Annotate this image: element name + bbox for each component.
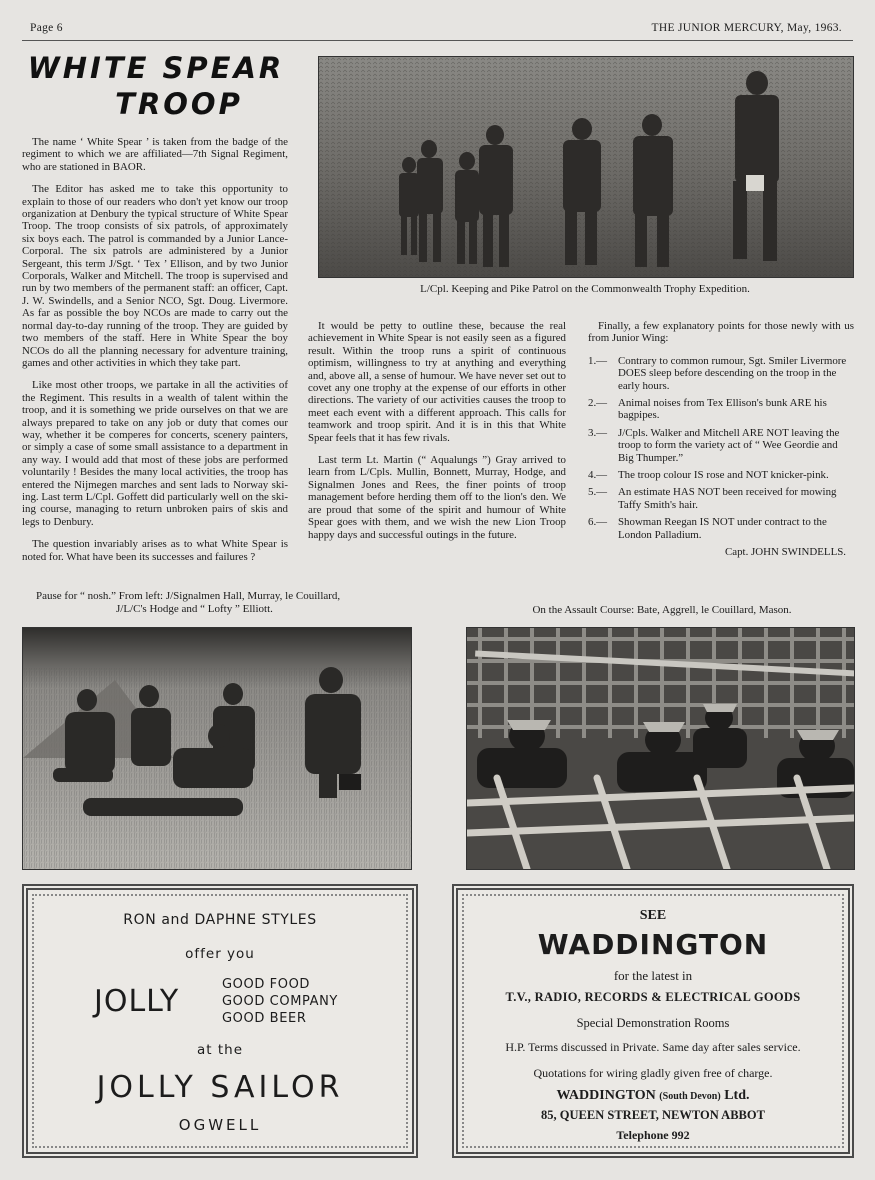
photo-pause-for-nosh bbox=[22, 627, 412, 870]
ad-wiring: Quotations for wiring gladly given free of charge. bbox=[533, 1066, 773, 1080]
company-name: WADDINGTON bbox=[556, 1088, 656, 1103]
list-item: GOOD COMPANY bbox=[222, 994, 338, 1009]
ad-venue: JOLLY SAILOR bbox=[96, 1070, 344, 1105]
article-title bbox=[22, 50, 290, 122]
ad-hp-terms: H.P. Terms discussed in Private. Same day after sales service. bbox=[505, 1040, 801, 1054]
paragraph: Last term Lt. Martin (“ Aqualungs ”) Gray arrived to learn from L/Cpls. Mullin, Bonnett, Murray, Hodge, and Signalmen Jones and Rees, the finer points of troop management before herding them off to the lion's den. We are proud that some of the spirit and humour of White Spear goes with them, and we wish the new Lion Troop happy days and successful outings in the future. bbox=[308, 454, 566, 541]
caption-line: J/L/C's Hodge and “ Lofty ” Elliott. bbox=[116, 603, 273, 615]
paragraph: The Editor has asked me to take this opportunity to explain to those of our readers who don't yet know our troop organization at Denbury the typical structure of White Spear Troop. The troop consists of six patrols, of approximately six boys each. The patrol is commanded by a Junior Lance-Corporal. The six patrols are administered by a Junior Sergeant, this term J/Sgt. ‘ Tex ’ Ellison, and by two Junior Corporals, Walker and Mitchell. The troop is supervised and run by two members of the permanent staff: an officer, Capt. J. W. Swindells, and a Senior NCO, Sgt. Doug. Livermore. As far as possible the boy NCOs are made to carry out the normal day-to-day running of the troop. They are guided by two members of the staff. Here in White Spear the boy NCOs do all the planning necessary for adventure training, games and other activities in which they take part. bbox=[22, 183, 288, 369]
list-item: 4.— The troop colour IS rose and NOT knicker-pink. bbox=[588, 469, 829, 482]
ad-address: 85, QUEEN STREET, NEWTON ABBOT bbox=[541, 1108, 765, 1122]
list-item: 2.— Animal noises from Tex Ellison's bunk ARE his bagpipes. bbox=[588, 397, 827, 422]
ad-place: OGWELL bbox=[178, 1116, 262, 1134]
publication-header: THE JUNIOR MERCURY, May, 1963. bbox=[651, 22, 842, 34]
title-line-2: TROOP bbox=[115, 87, 243, 121]
caption-left-photo bbox=[36, 590, 416, 616]
ad-company bbox=[458, 1088, 848, 1104]
ad-waddington-name: WADDINGTON bbox=[537, 928, 769, 961]
paragraph: The question invariably arises as to what White Spear is noted for. What have been its successes and failures ? bbox=[22, 538, 288, 563]
paragraph: The name ‘ White Spear ’ is taken from the badge of the regiment to which we are affiliated—7th Signal Regiment, who are stationed in BAOR. bbox=[22, 136, 288, 173]
author-signature: Capt. JOHN SWINDELLS. bbox=[725, 546, 846, 559]
points-intro: Finally, a few explanatory points for those newly with us from Junior Wing: bbox=[588, 320, 854, 345]
page-number: Page 6 bbox=[30, 22, 63, 34]
advert-jolly-sailor bbox=[22, 884, 418, 1158]
photo-assault-course bbox=[466, 627, 855, 870]
list-item: 6.— Showman Reegan IS NOT under contract to the London Palladium. bbox=[588, 516, 827, 541]
ad-offer-list bbox=[222, 976, 338, 1027]
caption-line: Pause for “ nosh.” From left: J/Signalmen Hall, Murray, le Couillard, bbox=[36, 590, 341, 602]
ad-offer: offer you bbox=[185, 946, 255, 962]
caption-right-photo: On the Assault Course: Bate, Aggrell, le Couillard, Mason. bbox=[532, 604, 792, 616]
company-suffix: Ltd. bbox=[724, 1088, 750, 1103]
advert-waddington bbox=[452, 884, 854, 1158]
article-column-2 bbox=[308, 320, 566, 551]
ad-telephone: Telephone 992 bbox=[616, 1128, 690, 1142]
header-rule bbox=[22, 40, 853, 41]
title-line-1: WHITE SPEAR bbox=[27, 51, 285, 85]
ad-latest: for the latest in bbox=[613, 968, 693, 983]
ad-jolly-word: JOLLY bbox=[94, 984, 180, 1019]
article-column-1 bbox=[22, 136, 288, 573]
list-item: 3.— J/Cpls. Walker and Mitchell ARE NOT leaving the troop to form the variety act of “ Wee Geordie and Big Thumper.” bbox=[588, 426, 840, 464]
photo-patrol-expedition bbox=[318, 56, 854, 278]
list-item: GOOD BEER bbox=[222, 1011, 307, 1026]
ad-goods: T.V., RADIO, RECORDS & ELECTRICAL GOODS bbox=[505, 990, 801, 1004]
company-region: (South Devon) bbox=[659, 1091, 721, 1102]
list-item: GOOD FOOD bbox=[222, 977, 311, 992]
ad-see: SEE bbox=[639, 908, 667, 923]
explanatory-points bbox=[588, 355, 854, 541]
ad-at-the: at the bbox=[196, 1042, 243, 1058]
list-item: 5.— An estimate HAS NOT been received for mowing Taffy Smith's hair. bbox=[588, 486, 837, 511]
ad-owners: RON and DAPHNE STYLES bbox=[123, 912, 317, 928]
list-item: 1.— Contrary to common rumour, Sgt. Smiler Livermore DOES sleep before descending on the troop in the early hours. bbox=[588, 354, 847, 392]
ad-demo-rooms: Special Demonstration Rooms bbox=[576, 1016, 730, 1030]
caption-top-photo: L/Cpl. Keeping and Pike Patrol on the Commonwealth Trophy Expedition. bbox=[420, 283, 750, 295]
paragraph: It would be petty to outline these, because the real achievement in White Spear is not easily seen as a figured result. Within the troop runs a spirit of continuous optimism, willingness to try at anything and everything and, above all, a sense of humour. We have never set out to covet any one trophy at the expense of our efforts in other directions. The variety of our activities causes the troop to meet each event with a different approach. This calls for teamwork and troop spirit. And it is in this that White Spear feels that it has few rivals. bbox=[308, 320, 566, 444]
article-column-3 bbox=[588, 320, 854, 559]
paragraph: Like most other troops, we partake in all the activities of the Regiment. This results in a wealth of talent within the troop, and it is something we pride ourselves on that we are always prepared to take on any job or duty that comes our way, whether it be comperes for concerts, scenery painters, or simply a case of some small assistance to a department in any way. I would add that most of these jobs are performed voluntarily ! Besides the many local activities, the troop has entered the Nijmegen marches and sent lads to Norway ski-ing. Last term L/Cpl. Goffett did particularly well on the ski-ing course, managing to return unbroken pairs of skis and legs to Denbury. bbox=[22, 379, 288, 528]
